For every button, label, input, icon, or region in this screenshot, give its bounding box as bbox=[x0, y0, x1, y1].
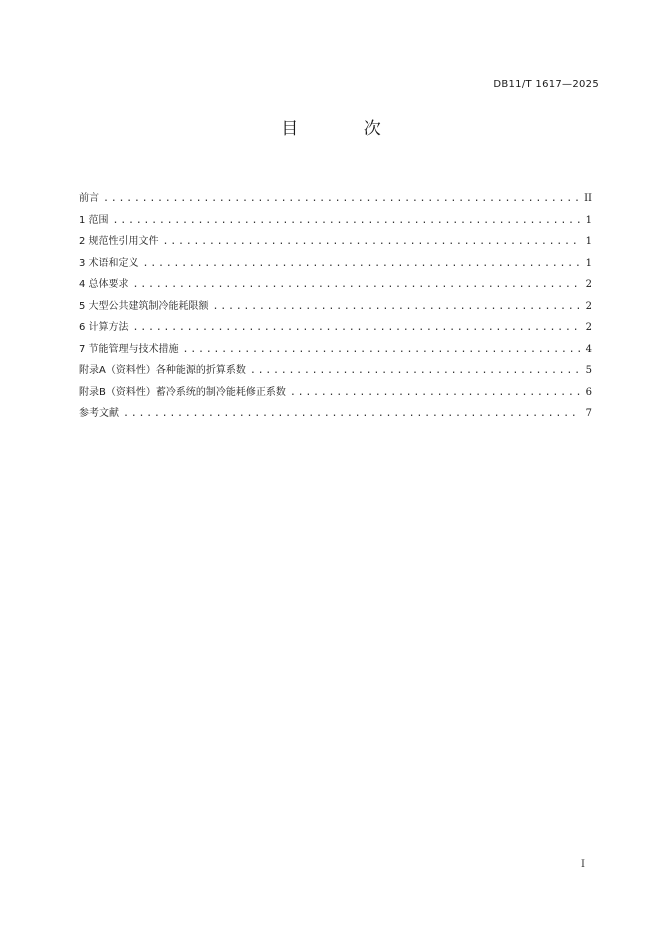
toc-entry-appendix-b[interactable] bbox=[79, 383, 592, 405]
dot-leader bbox=[133, 279, 580, 290]
toc-entry-label: 6 计算方法 bbox=[79, 322, 129, 333]
toc-entry-page: 6 bbox=[585, 386, 592, 398]
dot-leader bbox=[213, 301, 580, 312]
toc-entry-page: 5 bbox=[585, 365, 592, 376]
toc-entry-page: II bbox=[584, 193, 592, 204]
toc-entry-label: 附录A（资料性）各种能源的折算系数 bbox=[79, 365, 246, 376]
dot-leader bbox=[113, 215, 580, 226]
toc-entry-page: 4 bbox=[585, 343, 592, 355]
toc-entry-label: 5 大型公共建筑制冷能耗限额 bbox=[79, 300, 209, 312]
toc-entry-label: 参考文献 bbox=[79, 408, 119, 419]
toc-entry-appendix-a[interactable] bbox=[79, 361, 592, 383]
table-of-contents bbox=[79, 189, 592, 426]
toc-entry-foreword[interactable] bbox=[79, 189, 592, 211]
toc-entry-normative-references[interactable] bbox=[79, 232, 592, 254]
toc-entry-label: 前言 bbox=[79, 193, 99, 204]
page-number: I bbox=[581, 859, 585, 870]
dot-leader bbox=[250, 365, 580, 376]
toc-entry-label: 7 节能管理与技术措施 bbox=[79, 343, 179, 355]
dot-leader bbox=[133, 322, 580, 333]
toc-entry-page: 7 bbox=[585, 408, 592, 419]
toc-entry-page: 1 bbox=[585, 236, 592, 247]
toc-entry-general-requirements[interactable] bbox=[79, 275, 592, 297]
toc-entry-page: 1 bbox=[585, 214, 592, 226]
dot-leader bbox=[163, 236, 580, 247]
toc-entry-label: 2 规范性引用文件 bbox=[79, 236, 159, 247]
toc-entry-page: 2 bbox=[585, 322, 592, 333]
toc-entry-terms-definitions[interactable] bbox=[79, 254, 592, 276]
dot-leader bbox=[143, 258, 580, 269]
toc-entry-label: 3 术语和定义 bbox=[79, 257, 139, 269]
dot-leader bbox=[123, 408, 580, 419]
toc-entry-page: 2 bbox=[585, 300, 592, 312]
toc-entry-page: 1 bbox=[585, 257, 592, 269]
toc-entry-energy-management[interactable] bbox=[79, 340, 592, 362]
toc-entry-calculation-method[interactable] bbox=[79, 318, 592, 340]
dot-leader bbox=[103, 193, 580, 204]
toc-entry-label: 4 总体要求 bbox=[79, 279, 129, 290]
toc-entry-scope[interactable] bbox=[79, 211, 592, 233]
dot-leader bbox=[290, 387, 580, 398]
toc-entry-bibliography[interactable] bbox=[79, 404, 592, 426]
toc-entry-label: 1 范围 bbox=[79, 214, 109, 226]
dot-leader bbox=[183, 344, 580, 355]
toc-entry-energy-limits[interactable] bbox=[79, 297, 592, 319]
document-code: DB11/T 1617—2025 bbox=[493, 79, 599, 90]
toc-entry-page: 2 bbox=[585, 279, 592, 290]
page-title: 目 次 bbox=[281, 119, 411, 139]
toc-entry-label: 附录B（资料性）蓄冷系统的制冷能耗修正系数 bbox=[79, 386, 286, 398]
